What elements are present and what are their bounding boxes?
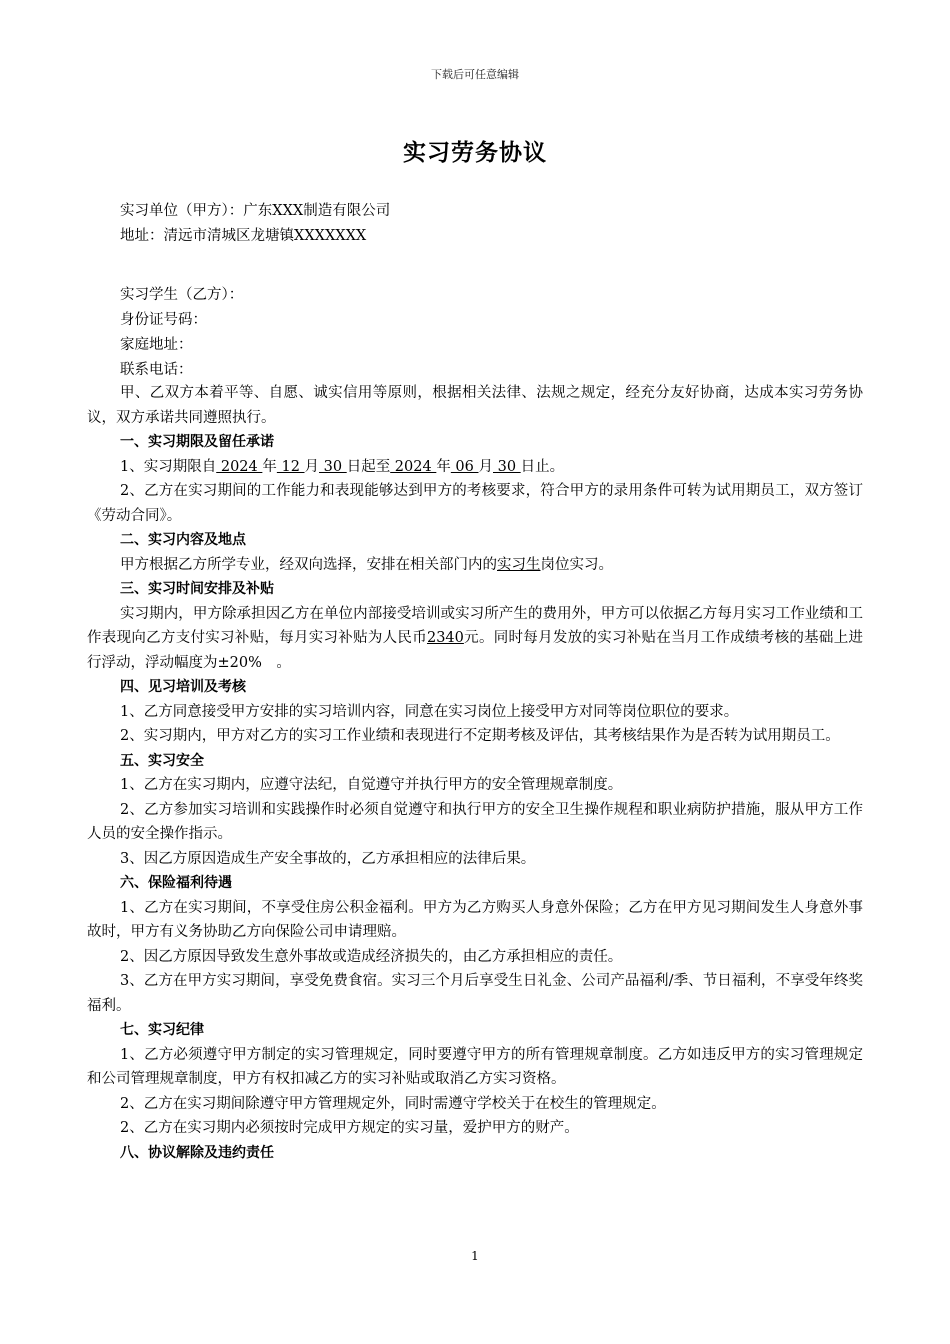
text-span: 岗位实习。 — [540, 556, 613, 573]
section-3-paragraph-1 — [87, 602, 863, 676]
page-number: 1 — [471, 1249, 479, 1263]
section-5-paragraph-1: 1、乙方在实习期内，应遵守法纪，自觉遵守并执行甲方的安全管理规章制度。 — [120, 777, 623, 793]
section-7-paragraph-3: 2、乙方在实习期内必须按时完成甲方规定的实习量，爱护甲方的财产。 — [120, 1120, 579, 1136]
party-b-student: 实习学生（乙方）： — [120, 287, 244, 303]
text-span: 日起至 — [346, 458, 391, 475]
section-1-paragraph-1 — [87, 455, 863, 480]
party-b-block — [120, 283, 243, 383]
section-6-paragraph-3: 3、乙方在甲方实习期间，享受免费食宿。实习三个月后享受生日礼金、公司产品福利/季、节日福利，不享受年终奖福利。 — [87, 973, 863, 1014]
section-6-heading: 六、保险福利待遇 — [120, 875, 232, 891]
start-month-field: 12 — [276, 458, 305, 475]
party-a-address: 地址：清远市清城区龙塘镇XXXXXXX — [120, 228, 367, 244]
text-span: 月 — [478, 458, 493, 475]
section-4-paragraph-2: 2、实习期内，甲方对乙方的实习工作业绩和表现进行不定期考核及评估，其考核结果作为是否转为试用期员工。 — [120, 728, 840, 744]
start-day-field: 30 — [319, 458, 347, 475]
party-b-home-address: 家庭地址： — [120, 337, 193, 353]
text-span: 月 — [304, 458, 320, 475]
agreement-body — [87, 381, 863, 1165]
header-note: 下载后可任意编辑 — [431, 68, 519, 81]
section-4-heading: 四、见习培训及考核 — [120, 679, 246, 695]
text-span: 元。同时每月发放的实习补贴在当月工作成绩考核的基础上进行浮动，浮动幅度为±20% 。 — [87, 630, 863, 671]
end-day-field: 30 — [493, 458, 521, 475]
allowance-amount-field: 2340 — [426, 630, 464, 646]
text-span: 日止。 — [520, 458, 565, 475]
section-1-heading: 一、实习期限及留任承诺 — [120, 434, 274, 450]
section-5-paragraph-3: 3、因乙方原因造成生产安全事故的，乙方承担相应的法律后果。 — [120, 850, 536, 867]
intro-paragraph: 甲、乙双方本着平等、自愿、诚实信用等原则，根据相关法律、法规之规定，经充分友好协商，达成本实习劳务协议，双方承诺共同遵照执行。 — [87, 385, 863, 426]
party-b-id-number: 身份证号码： — [120, 312, 207, 328]
document-title: 实习劳务协议 — [403, 139, 547, 166]
section-3-heading: 三、实习时间安排及补贴 — [120, 581, 274, 597]
party-a-unit: 实习单位（甲方）：广东XXX制造有限公司 — [120, 203, 391, 219]
section-1-paragraph-2: 2、乙方在实习期间的工作能力和表现能够达到甲方的考核要求，符合甲方的录用条件可转为试用期员工，双方签订《劳动合同》。 — [87, 483, 863, 524]
text-span: 1、实习期限自 — [120, 458, 217, 475]
section-7-heading: 七、实习纪律 — [120, 1022, 204, 1038]
section-6-paragraph-2: 2、因乙方原因导致发生意外事故或造成经济损失的，由乙方承担相应的责任。 — [120, 948, 623, 965]
end-month-field: 06 — [450, 458, 479, 475]
section-2-heading: 二、实习内容及地点 — [120, 532, 246, 548]
start-year-field: 2024 — [216, 458, 263, 475]
party-b-phone: 联系电话： — [120, 362, 193, 378]
position-field: 实习生 — [497, 556, 541, 573]
section-2-paragraph-1 — [87, 553, 863, 578]
section-5-paragraph-2: 2、乙方参加实习培训和实践操作时必须自觉遵守和执行甲方的安全卫生操作规程和职业病防护措施，服从甲方工作人员的安全操作指示。 — [87, 801, 863, 842]
text-span: 实习期内，甲方除承担因乙方在单位内部接受培训或实习所产生的费用外，甲方可以依据乙方每月实习工作业绩和工作表现向乙方支付实习补贴，每月实习补贴为人民币 — [87, 605, 863, 646]
text-span: 年 — [436, 458, 451, 475]
section-5-heading: 五、实习安全 — [120, 752, 204, 769]
text-span: 年 — [262, 458, 277, 475]
section-7-paragraph-2: 2、乙方在实习期间除遵守甲方管理规定外，同时需遵守学校关于在校生的管理规定。 — [120, 1095, 666, 1112]
section-8-heading: 八、协议解除及违约责任 — [120, 1144, 274, 1161]
section-7-paragraph-1: 1、乙方必须遵守甲方制定的实习管理规定，同时要遵守甲方的所有管理规章制度。乙方如违反甲方的实习管理规定和公司管理规章制度，甲方有权扣减乙方的实习补贴或取消乙方实习资格。 — [87, 1046, 863, 1087]
section-4-paragraph-1: 1、乙方同意接受甲方安排的实习培训内容，同意在实习岗位上接受甲方对同等岗位职位的要求。 — [120, 703, 739, 720]
party-a-block — [120, 199, 390, 249]
end-year-field: 2024 — [390, 458, 437, 475]
text-span: 甲方根据乙方所学专业，经双向选择，安排在相关部门内的 — [120, 556, 497, 573]
section-6-paragraph-1: 1、乙方在实习期间，不享受住房公积金福利。甲方为乙方购买人身意外保险；乙方在甲方见习期间发生人身意外事故时，甲方有义务协助乙方向保险公司申请理赔。 — [87, 899, 863, 940]
